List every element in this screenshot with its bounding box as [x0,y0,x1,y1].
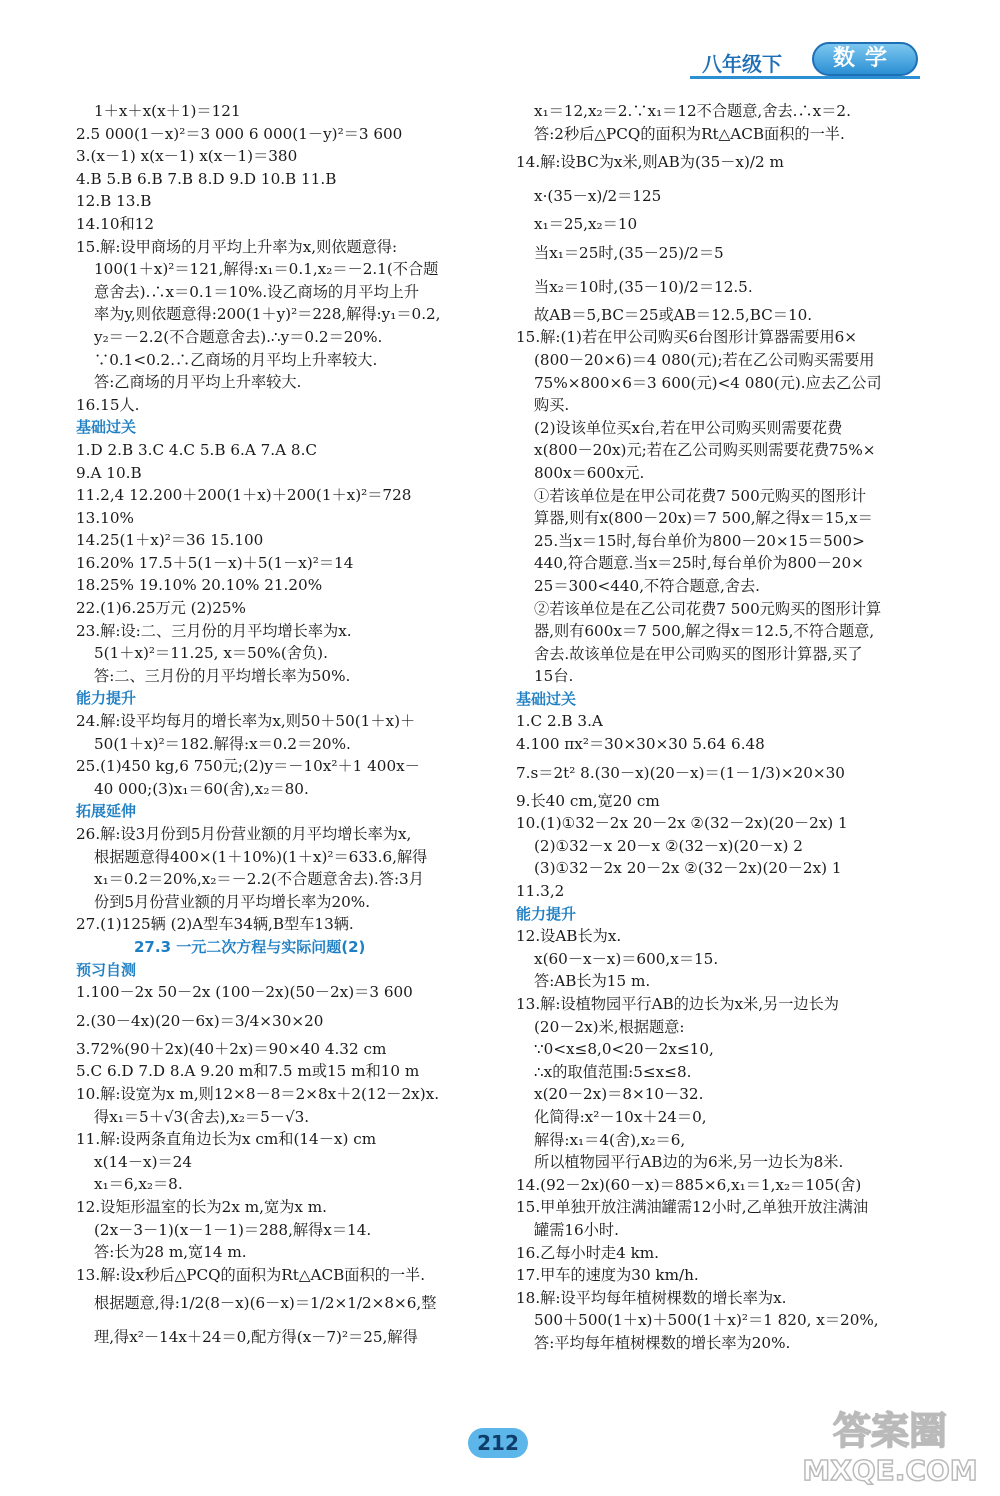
answer-line: 3.72%(90＋2x)(40＋2x)＝90×40 4.32 cm [76,1039,387,1058]
answer-line: 故AB＝5,BC＝25或AB＝12.5,BC＝10. [534,305,813,324]
answer-line: x(60－x－x)＝600,x＝15. [534,949,719,968]
answer-line: ∵0.1<0.2.∴乙商场的月平均上升率较大. [94,350,378,369]
grade-label: 八年级下 [702,52,782,76]
answer-line: (3)①32－2x 20－2x ②(32－2x)(20－2x) 1 [534,859,842,878]
answer-line: 27.(1)125辆 (2)A型车34辆,B型车13辆. [76,915,354,934]
answer-line: 16.20% 17.5＋5(1－x)＋5(1－x)²＝14 [76,553,354,572]
answer-line: 11.解:设两条直角边长为x cm和(14－x) cm [76,1130,377,1149]
answer-line: 理,得x²－14x＋24＝0,配方得(x－7)²＝25,解得 [94,1328,418,1347]
answer-line: 购买. [534,396,570,415]
answer-line: 5(1＋x)²＝11.25, x＝50%(舍负). [94,644,328,663]
answer-line: 7.s＝2t² 8.(30－x)(20－x)＝(1－1/3)×20×30 [516,763,845,782]
answer-line: 26.解:设3月份到5月份营业额的月平均增长率为x, [76,825,412,843]
answer-line: 15.甲单独开放注满油罐需12小时,乙单独开放注满油 [516,1198,869,1217]
answer-line: 3.(x－1) x(x－1) x(x－1)＝380 [76,147,298,166]
answer-line: 14.10和12 [76,214,154,233]
header-rule [690,76,920,79]
answer-line: x(14－x)＝24 [94,1152,193,1171]
answer-line: 10.解:设宽为x m,则12×8－8＝2×8x＋2(12－2x)x. [76,1084,440,1103]
answer-line: (2x－3－1)(x－1－1)＝288,解得x＝14. [94,1220,372,1239]
answer-line: 当x₁＝25时,(35－25)/2＝5 [534,243,724,262]
answer-line: 50(1＋x)²＝182.解得:x＝0.2＝20%. [94,734,351,753]
answer-line: ∵0<x≤8,0<20－2x≤10, [534,1040,714,1059]
answer-line: 器,则有600x＝7 500,解之得x＝12.5,不符合题意, [534,622,875,641]
answer-line: 舍去.故该单位是在甲公司购买的图形计算器,买了 [534,644,863,663]
answer-line: 解得:x₁＝4(舍),x₂＝6, [534,1130,686,1149]
answer-line: 4.B 5.B 6.B 7.B 8.D 9.D 10.B 11.B [76,169,337,188]
answer-line: ②若该单位是在乙公司花费7 500元购买的图形计算 [534,599,882,618]
answer-line: x(800－20x)元;若在乙公司购买则需要花费75%× [534,441,876,460]
answer-line: 15.解:设甲商场的月平均上升率为x,则依题意得: [76,237,398,256]
subject-badge: 数学 [812,42,918,76]
section-heading: 预习自测 [76,960,137,979]
answer-line: 10.(1)①32－2x 20－2x ②(32－2x)(20－2x) 1 [516,814,848,833]
answer-line: (20－2x)米,根据题意: [534,1017,685,1036]
answer-line: 13.解:设植物园平行AB的边长为x米,另一边长为 [516,995,839,1013]
answer-line: 率为y,则依题意得:200(1＋y)²＝228,解得:y₁＝0.2, [94,305,441,324]
answer-line: (800－20×6)＝4 080(元);若在乙公司购买需要用 [534,350,875,369]
answer-line: 40 000;(3)x₁＝60(舍),x₂＝80. [94,779,309,798]
answer-line: 1.C 2.B 3.A [516,712,603,731]
answer-line: 2.(30－4x)(20－6x)＝3/4×30×20 [76,1011,324,1030]
answer-line: 15台. [534,667,574,686]
answer-line: 9.长40 cm,宽20 cm [516,791,660,810]
answer-line: 4.100 πx²＝30×30×30 5.64 6.48 [516,735,765,754]
section-heading: 能力提升 [516,904,577,923]
answer-line: 2.5 000(1－x)²＝3 000 6 000(1－y)²＝3 600 [76,124,403,143]
answer-line: (2)①32－x 20－x ②(32－x)(20－x) 2 [534,836,803,855]
answer-line: 9.A 10.B [76,463,142,482]
answer-line: x₁＝6,x₂＝8. [94,1175,183,1194]
answer-line: 答:2秒后△PCQ的面积为Rt△ACB面积的一半. [534,124,845,143]
answer-line: 13.10% [76,508,134,527]
answer-line: 1.100－2x 50－2x (100－2x)(50－2x)＝3 600 [76,983,413,1002]
answer-line: 25.当x＝15时,每台单价为800－20×15＝500> [534,531,865,550]
section-heading: 拓展延伸 [76,802,137,821]
answer-line: 12.设矩形温室的长为2x m,宽为x m. [76,1197,327,1216]
answer-line: 15.解:(1)若在甲公司购买6台图形计算器需要用6× [516,328,858,347]
answer-line: 800x＝600x元. [534,463,645,482]
answer-line: 17.甲车的速度为30 km/h. [516,1266,699,1285]
answer-line: 答:AB长为15 m. [534,972,651,991]
answer-line: 14.25(1＋x)²＝36 15.100 [76,531,264,550]
answer-line: y₂＝－2.2(不合题意舍去).∴y＝0.2＝20%. [94,327,383,346]
watermark-site: MXQE.COM [802,1454,978,1487]
answer-line: x·(35－x)/2＝125 [534,187,662,206]
answer-line: 11.2,4 12.200＋200(1＋x)＋200(1＋x)²＝728 [76,486,412,505]
page-header [0,0,1000,82]
answer-line: 所以植物园平行AB边的为6米,另一边长为8米. [534,1153,844,1172]
answer-line: 18.解:设平均每年植树棵数的增长率为x. [516,1288,787,1307]
section-heading: 基础过关 [76,418,137,437]
answer-line: ①若该单位是在甲公司花费7 500元购买的图形计 [534,486,867,505]
answer-line: 罐需16小时. [534,1220,619,1239]
answer-line: 25.(1)450 kg,6 750元;(2)y＝－10x²＋1 400x－ [76,757,420,776]
answer-line: 12.设AB长为x. [516,927,622,946]
answer-line: 23.解:设:二、三月份的月平均增长率为x. [76,621,352,640]
answer-line: 75%×800×6＝3 600(元)<4 080(元).应去乙公司 [534,373,882,392]
answer-line: 24.解:设平均每月的增长率为x,则50＋50(1＋x)＋ [76,712,416,731]
answer-line: 答:乙商场的月平均上升率较大. [94,373,302,392]
answer-line: 16.15人. [76,395,140,414]
answer-line: 13.解:设x秒后△PCQ的面积为Rt△ACB面积的一半. [76,1265,426,1284]
answer-line: 440,符合题意.当x＝25时,每台单价为800－20× [534,554,864,573]
answer-line: 根据题意得400×(1＋10%)(1＋x)²＝633.6,解得 [94,847,428,866]
answer-line: 14.解:设BC为x米,则AB为(35－x)/2 m [516,153,784,172]
right-column [516,100,926,1355]
answer-line: 答:平均每年植树棵数的增长率为20%. [534,1333,791,1352]
answer-line: 答:长为28 m,宽14 m. [94,1243,247,1262]
answer-line: 25＝300<440,不符合题意,舍去. [534,576,761,595]
answer-line: 化简得:x²－10x＋24＝0, [534,1107,707,1126]
answer-line: x₁＝25,x₂＝10 [534,215,638,234]
left-column [76,100,496,1354]
page-number: 212 [468,1428,528,1458]
answer-line: 1＋x＋x(x＋1)＝121 [94,102,241,120]
answer-line: x₁＝0.2＝20%,x₂＝－2.2(不合题意舍去).答:3月 [94,870,424,889]
answer-line: 当x₂＝10时,(35－10)/2＝12.5. [534,277,753,296]
section-heading: 能力提升 [76,689,137,708]
answer-line: 18.25% 19.10% 20.10% 21.20% [76,576,323,595]
answer-line: 5.C 6.D 7.D 8.A 9.20 m和7.5 m或15 m和10 m [76,1062,420,1081]
answer-line: 500＋500(1＋x)＋500(1＋x)²＝1 820, x＝20%, [534,1311,879,1330]
answer-line: 份到5月份营业额的月平均增长率为20%. [94,892,371,911]
answer-line: (2)设该单位买x台,若在甲公司购买则需要花费 [534,418,843,437]
section-heading: 基础过关 [516,689,577,708]
answer-line: ∴x的取值范围:5≤x≤8. [534,1062,692,1081]
answer-line: 14.(92－2x)(60－x)＝885×6,x₁＝1,x₂＝105(舍) [516,1175,862,1194]
answer-line: x₁＝12,x₂＝2.∵x₁＝12不合题意,舍去.∴x＝2. [534,102,851,120]
answer-line: 根据题意,得:1/2(8－x)(6－x)＝1/2×1/2×8×6,整 [94,1294,437,1313]
answer-line: x(20－2x)＝8×10－32. [534,1085,704,1104]
answer-line: 100(1＋x)²＝121,解得:x₁＝0.1,x₂＝－2.1(不合题 [94,260,439,279]
answer-line: 算器,则有x(800－20x)＝7 500,解之得x＝15,x＝ [534,509,873,528]
answer-line: 22.(1)6.25万元 (2)25% [76,599,246,618]
answer-line: 意舍去).∴x＝0.1＝10%.设乙商场的月平均上升 [94,282,420,301]
answer-line: 11.3,2 [516,882,565,901]
watermark-logo [790,1400,990,1490]
answer-line: 1.D 2.B 3.C 4.C 5.B 6.A 7.A 8.C [76,440,318,459]
answer-line: 16.乙每小时走4 km. [516,1243,660,1262]
section-heading: 27.3 一元二次方程与实际问题(2) [134,937,366,956]
answer-line: 得x₁＝5＋√3(舍去),x₂＝5－√3. [94,1107,310,1126]
answer-line: 12.B 13.B [76,192,152,211]
answer-line: 答:二、三月份的月平均增长率为50%. [94,666,351,685]
watermark-text: 答案圈 [832,1409,948,1453]
